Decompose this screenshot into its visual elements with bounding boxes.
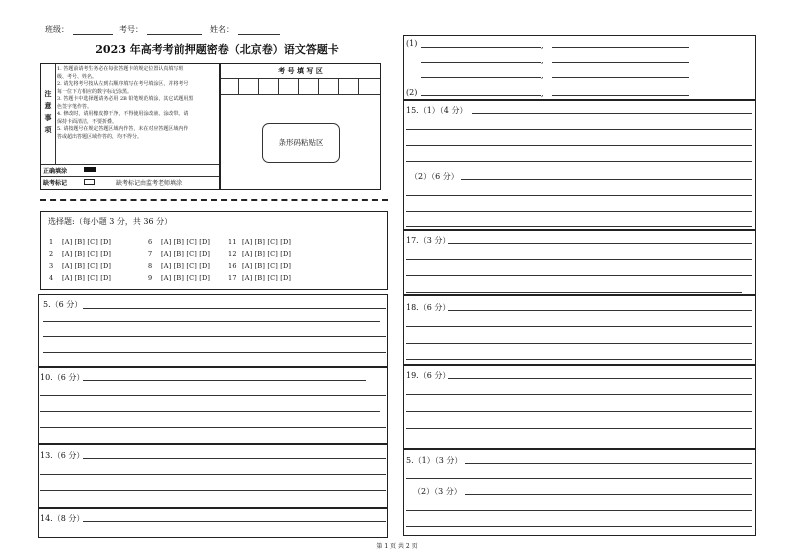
notice-item: 1. 答题前请考生务必在每张答题卡的规定位置认真填写班 (57, 66, 184, 72)
page-title: 2023 年高考考前押题密卷（北京卷）语文答题卡 (95, 43, 339, 56)
answer-line[interactable] (406, 275, 752, 276)
correct-fill-label: 正确填涂 (43, 168, 68, 175)
answer-line[interactable] (406, 478, 752, 479)
choice-number: 6 (148, 238, 153, 246)
answer-line[interactable] (406, 428, 752, 429)
answer-line[interactable] (406, 510, 752, 511)
cut-line (40, 199, 388, 201)
notice-side-label: 注 意 事 项 (44, 89, 52, 134)
choice-options[interactable]: [A] [B] [C] [D] (242, 274, 292, 282)
answer-line[interactable] (43, 352, 386, 353)
answer-line[interactable] (40, 490, 386, 491)
answer-line[interactable] (465, 494, 752, 495)
q5-box (38, 294, 388, 367)
choice-options[interactable]: [A] [B] [C] [D] (161, 238, 211, 246)
q18-label: 18.（6 分） (406, 303, 451, 312)
answer-line[interactable] (406, 411, 752, 412)
answer-line[interactable] (406, 292, 742, 293)
notice-item: 2. 请先将考号按从左到右顺序填写在考号填涂区，并将考号 (57, 81, 189, 87)
notice-list (57, 66, 193, 141)
choice-options[interactable]: [A] [B] [C] [D] (62, 274, 112, 282)
exam-no-label: 考号： (119, 25, 143, 34)
choice-number: 2 (49, 250, 54, 258)
answer-line[interactable] (421, 47, 541, 48)
choice-options[interactable]: [A] [B] [C] [D] (62, 250, 112, 258)
answer-line[interactable] (406, 226, 752, 227)
answer-line[interactable] (83, 458, 386, 459)
answer-line[interactable] (406, 145, 752, 146)
answer-line[interactable] (421, 77, 541, 78)
answer-line[interactable] (40, 411, 380, 412)
q13-label: 13.（6 分） (40, 451, 85, 460)
q17-label: 17.（3 分） (406, 236, 451, 245)
answer-line[interactable] (472, 113, 752, 114)
q10-label: 10.（6 分） (40, 373, 85, 382)
choice-options[interactable]: [A] [B] [C] [D] (242, 238, 292, 246)
answer-line[interactable] (465, 463, 752, 464)
notice-item: 4. 修改时，请用橡皮擦干净，不得使用涂改液、涂改带。请 (57, 111, 189, 117)
answer-line[interactable] (406, 211, 752, 212)
absent-note: 缺考标记由监考老师填涂 (116, 180, 183, 187)
choice-title: 选择题:（每小题 3 分，共 36 分） (48, 217, 173, 226)
notice-item: 每一位下方相应的数字标记涂黑。 (57, 88, 133, 95)
answer-line[interactable] (448, 243, 752, 244)
answer-line[interactable] (83, 380, 366, 381)
notice-item: 答或超出答题区域作答的，均不得分。 (57, 133, 143, 140)
q19-label: 19.（6 分） (406, 371, 451, 380)
choice-number: 3 (49, 262, 54, 270)
choice-options[interactable]: [A] [B] [C] [D] (161, 262, 211, 270)
class-label: 班级： (45, 25, 69, 34)
answer-line[interactable] (406, 326, 752, 327)
absent-mark-box[interactable] (84, 179, 95, 185)
answer-line[interactable] (406, 129, 752, 130)
choice-options[interactable]: [A] [B] [C] [D] (242, 262, 292, 270)
answer-line[interactable] (421, 95, 541, 96)
absent-label: 缺考标记 (43, 180, 68, 187)
answer-line[interactable] (552, 95, 689, 96)
q10-box (38, 367, 388, 444)
choice-number: 11 (228, 238, 237, 246)
q15-1-label: 15.（1）（4 分） (406, 106, 468, 115)
answer-line[interactable] (43, 336, 386, 337)
answer-line[interactable] (406, 161, 752, 162)
answer-line[interactable] (406, 195, 752, 196)
class-blank[interactable] (73, 34, 113, 35)
answer-line[interactable] (40, 395, 386, 396)
answer-line[interactable] (43, 321, 380, 322)
name-blank[interactable] (238, 34, 280, 35)
choice-number: 8 (148, 262, 153, 270)
exam-id-title: 考 号 填 写 区 (278, 66, 323, 75)
q5-2-label: （2）（3 分） (413, 487, 462, 496)
choice-options[interactable]: [A] [B] [C] [D] (242, 250, 292, 258)
q18-box (403, 295, 756, 365)
q14-box (38, 508, 388, 538)
q5-label: 5.（6 分） (43, 300, 83, 309)
page-number: 第 1 页 共 2 页 (376, 543, 418, 550)
notice-item: 级、考号、姓名。 (57, 73, 98, 80)
choice-number: 9 (148, 274, 153, 282)
q17-box (403, 230, 756, 295)
answer-line[interactable] (448, 378, 752, 379)
notice-item: 3. 答题卡中选择题请务必用 2B 铅笔规范填涂，其它试题用黑 (57, 96, 194, 102)
choice-options[interactable]: [A] [B] [C] [D] (62, 262, 112, 270)
choice-number: 4 (49, 274, 54, 282)
notice-item: 5. 请按题号在规定答题区域内作答，未在对应答题区域内作 (57, 126, 189, 132)
choice-number: 7 (148, 250, 153, 258)
q5-1-label: 5.（1）（3 分） (406, 456, 463, 465)
choice-options[interactable]: [A] [B] [C] [D] (62, 238, 112, 246)
answer-line[interactable] (448, 310, 752, 311)
part-2-label: (2) (406, 88, 418, 97)
notice-item: 色签字笔作答。 (57, 103, 93, 110)
answer-line[interactable] (406, 343, 752, 344)
choice-number: 1 (49, 238, 54, 246)
answer-line[interactable] (552, 62, 689, 63)
correct-fill-sample (84, 167, 96, 172)
part-1-label: (1) (406, 39, 418, 48)
answer-line[interactable] (421, 62, 541, 63)
choice-number: 12 (228, 250, 237, 258)
answer-line[interactable] (461, 179, 752, 180)
barcode-area: 条形码粘贴区 (262, 123, 340, 163)
answer-line[interactable] (83, 521, 386, 522)
exam-no-blank[interactable] (147, 34, 202, 35)
answer-line[interactable] (40, 474, 386, 475)
choice-number: 17 (228, 274, 237, 282)
answer-line[interactable] (406, 259, 752, 260)
part-1-2-box (403, 35, 756, 100)
answer-line[interactable] (406, 359, 752, 360)
answer-line[interactable] (406, 526, 752, 527)
answer-line[interactable] (83, 308, 386, 309)
answer-line[interactable] (552, 47, 689, 48)
answer-line[interactable] (406, 394, 752, 395)
choice-number: 16 (228, 262, 237, 270)
q13-box (38, 444, 388, 508)
name-label: 姓名： (210, 25, 234, 34)
choice-options[interactable]: [A] [B] [C] [D] (161, 250, 211, 258)
q14-label: 14.（8 分） (40, 514, 85, 523)
q15-2-label: （2）（6 分） (410, 172, 459, 181)
answer-line[interactable] (40, 427, 386, 428)
answer-line[interactable] (552, 77, 689, 78)
notice-item: 保持卡面清洁，不要折叠。 (57, 118, 118, 125)
choice-options[interactable]: [A] [B] [C] [D] (161, 274, 211, 282)
